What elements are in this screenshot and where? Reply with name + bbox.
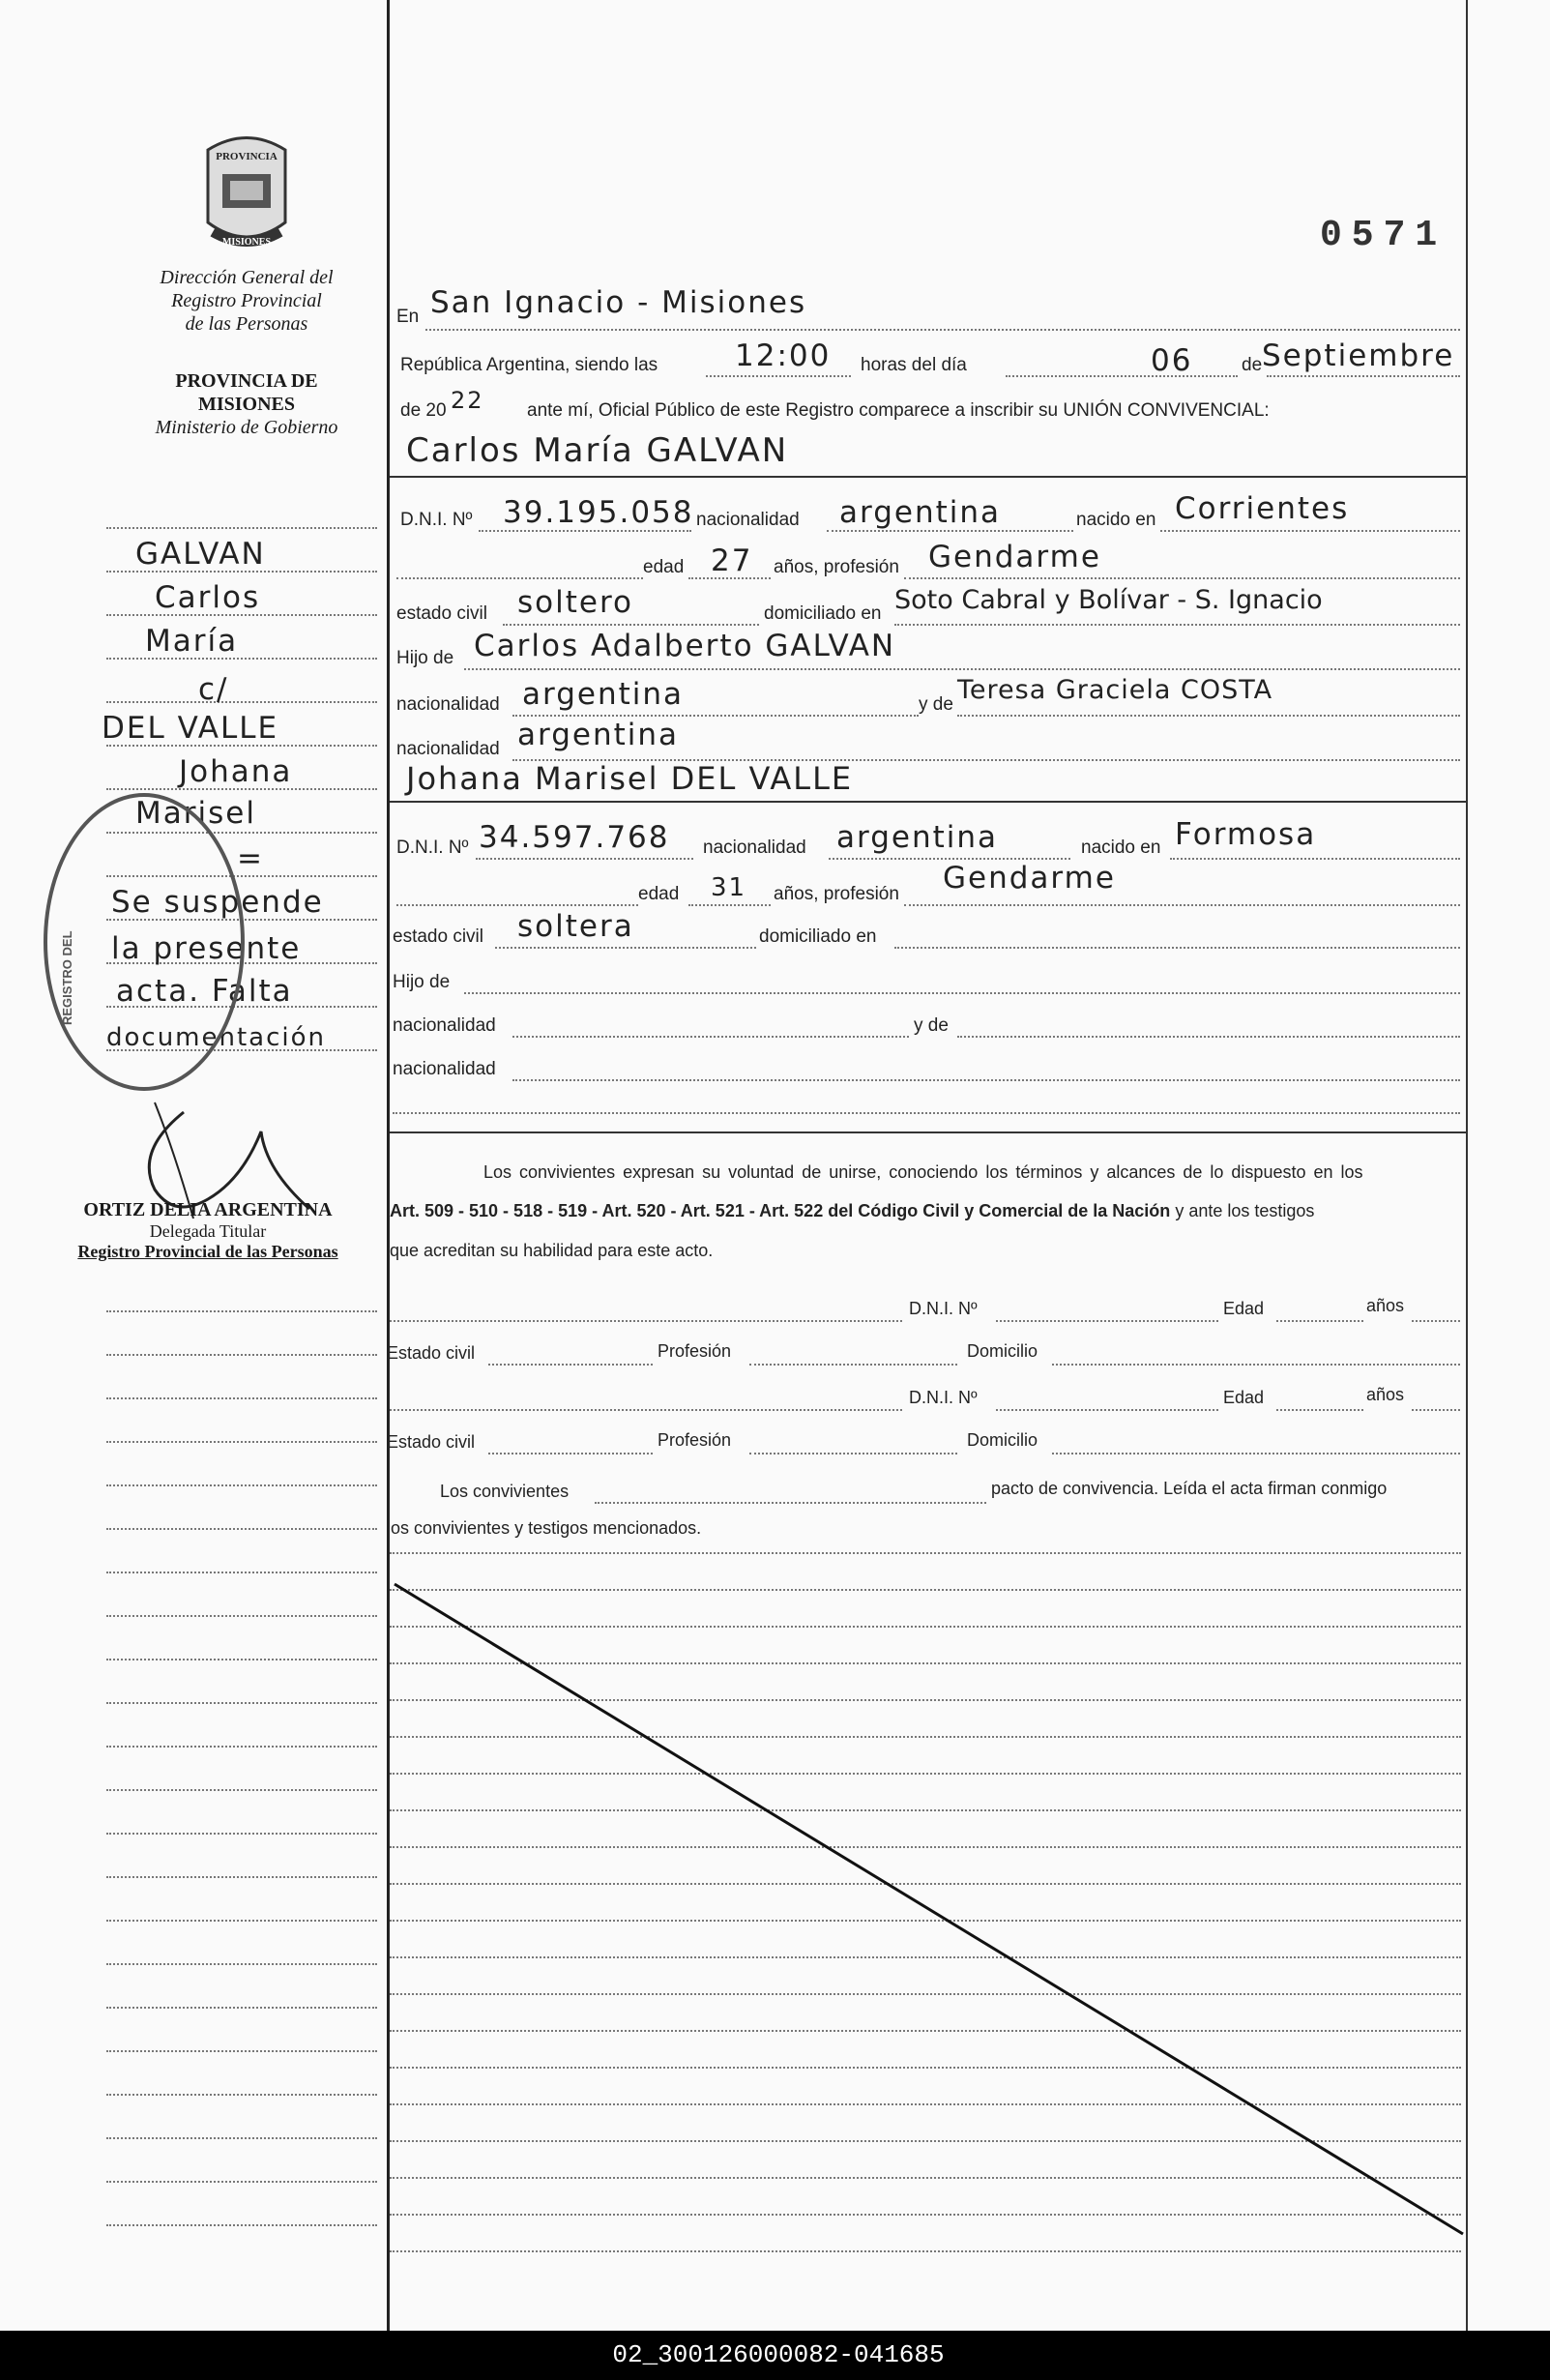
dotted-line [503, 624, 759, 626]
person1-madre: Teresa Graciela COSTA [957, 675, 1273, 705]
hijo-de-label: Hijo de [393, 972, 451, 992]
act-number: 0571 [1320, 215, 1448, 256]
dotted-line [464, 668, 1460, 670]
witness-domicilio-label: Domicilio [967, 1430, 1038, 1450]
margin-note-line: María [145, 624, 239, 659]
margin-dotted-line [106, 1702, 377, 1704]
margin-note-line: = [237, 841, 264, 876]
estado-civil-label: estado civil [393, 926, 483, 947]
place-value: San Ignacio - Misiones [430, 285, 807, 320]
margin-dotted-line [106, 1746, 377, 1748]
margin-dotted-line [106, 1397, 377, 1399]
stamp-text: REGISTRO DEL [60, 930, 74, 1025]
republica-label: República Argentina, siendo las [400, 355, 658, 375]
person1-padre: Carlos Adalberto GALVAN [474, 629, 896, 663]
time-value: 12:00 [735, 338, 832, 373]
dotted-line [396, 577, 643, 579]
agency-line: de las Personas [185, 313, 308, 335]
witness-profesion-label: Profesión [658, 1430, 732, 1450]
nacido-label: nacido en [1076, 510, 1156, 530]
dotted-line [393, 1112, 1460, 1114]
province-heading [126, 369, 367, 439]
witness-estado-label: Estado civil [387, 1343, 476, 1363]
margin-dotted-line [106, 2224, 377, 2226]
margin-dotted-line [106, 1310, 377, 1312]
person1-profesion: Gendarme [928, 540, 1101, 574]
margin-dotted-line [106, 1963, 377, 1965]
person2-profesion: Gendarme [943, 861, 1116, 896]
dotted-line [595, 1502, 986, 1504]
dotted-line [894, 624, 1460, 626]
ante-mi-text: ante mí, Oficial Público de este Registro comparece a inscribir su UNIÓN CONVIVENCIAL: [527, 400, 1270, 421]
agency-line: Dirección General del [160, 267, 334, 288]
person1-nacionalidad: argentina [839, 495, 1002, 530]
dotted-line [1160, 530, 1460, 532]
dotted-line [1052, 1364, 1460, 1366]
dotted-line [996, 1320, 1218, 1322]
margin-dotted-line [106, 1920, 377, 1922]
month-value: Septiembre [1262, 338, 1455, 373]
person1-edad: 27 [711, 544, 753, 578]
person1-dni: 39.195.058 [503, 495, 694, 530]
person2-nacionalidad: argentina [836, 820, 999, 855]
closing-pacto: pacto de convivencia. Leída el acta firman conmigo [991, 1479, 1388, 1498]
margin-note-line: Marisel [135, 796, 256, 831]
margin-note-line: Carlos [155, 580, 261, 615]
dotted-line [749, 1453, 957, 1454]
dotted-line [396, 904, 638, 906]
margin-note-line: c/ [198, 672, 229, 707]
dotted-line [512, 1079, 1460, 1081]
dotted-line [996, 1409, 1218, 1411]
margin-dotted-line [106, 1354, 377, 1356]
section-divider [390, 801, 1466, 803]
horas-label: horas del día [861, 355, 967, 375]
dotted-line [488, 1453, 653, 1454]
seal-top-text: PROVINCIA [216, 151, 278, 162]
en-label: En [396, 307, 420, 327]
witness-anos-label: años [1366, 1296, 1405, 1315]
articles-bold: Art. 509 - 510 - 518 - 519 - Art. 520 - Art. 521 - Art. 522 del Código Civil y Comercial de la Nación [390, 1201, 1171, 1220]
margin-dotted-line [106, 2007, 377, 2009]
dotted-line [390, 1552, 1461, 1554]
dotted-line [1276, 1320, 1363, 1322]
nacionalidad-madre-label: nacionalidad [393, 1059, 496, 1079]
dotted-line [1267, 375, 1460, 377]
witness-profesion-label: Profesión [658, 1341, 732, 1361]
nacionalidad-padre-label: nacionalidad [393, 1015, 496, 1036]
person2-edad: 31 [711, 873, 747, 902]
closing-convivientes: Los convivientes [440, 1482, 570, 1501]
hijo-de-label: Hijo de [396, 648, 454, 668]
dotted-line [1006, 375, 1238, 377]
person1-name: Carlos María GALVAN [406, 431, 789, 470]
nacido-label: nacido en [1081, 837, 1161, 858]
margin-dotted-line [106, 1441, 377, 1443]
margin-dotted-line [106, 1615, 377, 1617]
person1-nacido: Corrientes [1175, 491, 1350, 526]
dotted-line [479, 530, 691, 532]
ministry-line: Ministerio de Gobierno [155, 417, 338, 438]
witness-edad-label: Edad [1223, 1299, 1265, 1318]
dotted-line [827, 530, 1073, 532]
nacionalidad-madre-label: nacionalidad [396, 739, 500, 759]
cancellation-strike [390, 1576, 1466, 2253]
person1-domicilio: Soto Cabral y Bolívar - S. Ignacio [894, 585, 1323, 615]
convivientes-text: Los convivientes expresan su voluntad de unirse, conociendo los términos y alcances de lo dispuesto en los [483, 1162, 1363, 1182]
articles-text [390, 1201, 1314, 1221]
dotted-line [894, 947, 1460, 949]
person1-nac-padre: argentina [522, 677, 685, 712]
margin-dotted-line [106, 1659, 377, 1660]
witness-dni-label: D.N.I. Nº [909, 1299, 978, 1318]
dotted-line [512, 715, 919, 717]
seal-bottom-text: MISIONES [221, 237, 272, 248]
dotted-line [957, 1036, 1460, 1038]
agency-line: Registro Provincial [171, 290, 322, 311]
agency-heading [126, 266, 367, 336]
dotted-line [706, 375, 851, 377]
domiciliado-label: domiciliado en [759, 926, 877, 947]
margin-note-line: documentación [106, 1023, 327, 1052]
domiciliado-label: domiciliado en [764, 603, 882, 624]
dotted-line [749, 1364, 957, 1366]
document-code: 02_300126000082-041685 [612, 2340, 945, 2369]
margin-dotted-line [106, 2181, 377, 2183]
nacionalidad-label: nacionalidad [703, 837, 806, 858]
margin-note-line: Johana [179, 754, 293, 789]
witness-dni-label: D.N.I. Nº [909, 1388, 978, 1407]
de-year-label: de 20 [400, 400, 447, 421]
de-label: de [1242, 355, 1263, 375]
person2-estado: soltera [517, 909, 634, 944]
dotted-line [1412, 1320, 1460, 1322]
official-office: Registro Provincial de las Personas [77, 1242, 338, 1261]
margin-note-line: Se suspende [111, 885, 324, 920]
margin-note-line: la presente [111, 931, 302, 966]
margin-note-line: acta. Falta [116, 974, 293, 1009]
nacionalidad-label: nacionalidad [696, 510, 800, 530]
person2-dni: 34.597.768 [479, 820, 670, 855]
anos-profesion-label: años, profesión [774, 557, 899, 577]
estado-civil-label: estado civil [396, 603, 487, 624]
dotted-line [425, 329, 1460, 331]
margin-dotted-line [106, 1833, 377, 1835]
witness-estado-label: Estado civil [387, 1432, 476, 1452]
dotted-line [1052, 1453, 1460, 1454]
official-title: Delegada Titular [149, 1221, 267, 1241]
province-seal-icon [193, 131, 300, 256]
section-divider [390, 476, 1466, 478]
margin-note-line: DEL VALLE [102, 711, 279, 746]
dotted-line [1276, 1409, 1363, 1411]
witness-domicilio-label: Domicilio [967, 1341, 1038, 1361]
anos-profesion-label: años, profesión [774, 884, 899, 904]
edad-label: edad [638, 884, 680, 904]
dotted-line [464, 992, 1460, 994]
person2-name: Johana Marisel DEL VALLE [406, 760, 854, 797]
margin-dotted-line [106, 2050, 377, 2052]
dotted-line [829, 858, 1070, 860]
margin-dotted-line [106, 2094, 377, 2096]
official-name: ORTIZ DELIA ARGENTINA [83, 1199, 333, 1220]
day-value: 06 [1151, 343, 1193, 378]
official-signature-block [29, 1199, 387, 1262]
margin-note-line: GALVAN [135, 537, 266, 572]
dni-label: D.N.I. Nº [396, 837, 469, 858]
dotted-line [1412, 1409, 1460, 1411]
person1-estado: soltero [517, 585, 633, 620]
margin-dotted-line [106, 1484, 377, 1486]
dotted-line [688, 904, 771, 906]
margin-dotted-line [106, 701, 377, 703]
margin-dotted-line [106, 2137, 377, 2139]
witness-anos-label: años [1366, 1385, 1405, 1404]
year-value: 22 [451, 387, 484, 414]
dotted-line [476, 858, 693, 860]
person2-nacido: Formosa [1175, 817, 1317, 852]
dni-label: D.N.I. Nº [400, 510, 473, 530]
habilidad-text: que acreditan su habilidad para este acto. [390, 1241, 714, 1260]
nacionalidad-padre-label: nacionalidad [396, 694, 500, 715]
section-divider [390, 1131, 1466, 1133]
y-de-label: y de [914, 1015, 949, 1036]
province-line: PROVINCIA DE [175, 370, 318, 392]
dotted-line [904, 904, 1460, 906]
dotted-line [512, 1036, 909, 1038]
dotted-line [904, 577, 1460, 579]
edad-label: edad [643, 557, 685, 577]
articles-rest: y ante los testigos [1175, 1201, 1315, 1220]
dotted-line [495, 947, 756, 949]
closing-firman: los convivientes y testigos mencionados. [387, 1518, 702, 1538]
document-footer [0, 2331, 1550, 2380]
margin-dotted-line [106, 1876, 377, 1878]
dotted-line [390, 1409, 902, 1411]
dotted-line [957, 715, 1460, 717]
margin-dotted-line [106, 1789, 377, 1791]
y-de-label: y de [919, 694, 953, 715]
witness-edad-label: Edad [1223, 1388, 1265, 1407]
province-line: MISIONES [197, 394, 296, 415]
margin-dotted-line [106, 1528, 377, 1530]
page-edge [1466, 0, 1468, 2331]
person1-nac-madre: argentina [517, 718, 680, 752]
margin-dotted-line [106, 1572, 377, 1573]
dotted-line [390, 1320, 902, 1322]
dotted-line [488, 1364, 653, 1366]
margin-dotted-line [106, 527, 377, 529]
dotted-line [1170, 858, 1460, 860]
